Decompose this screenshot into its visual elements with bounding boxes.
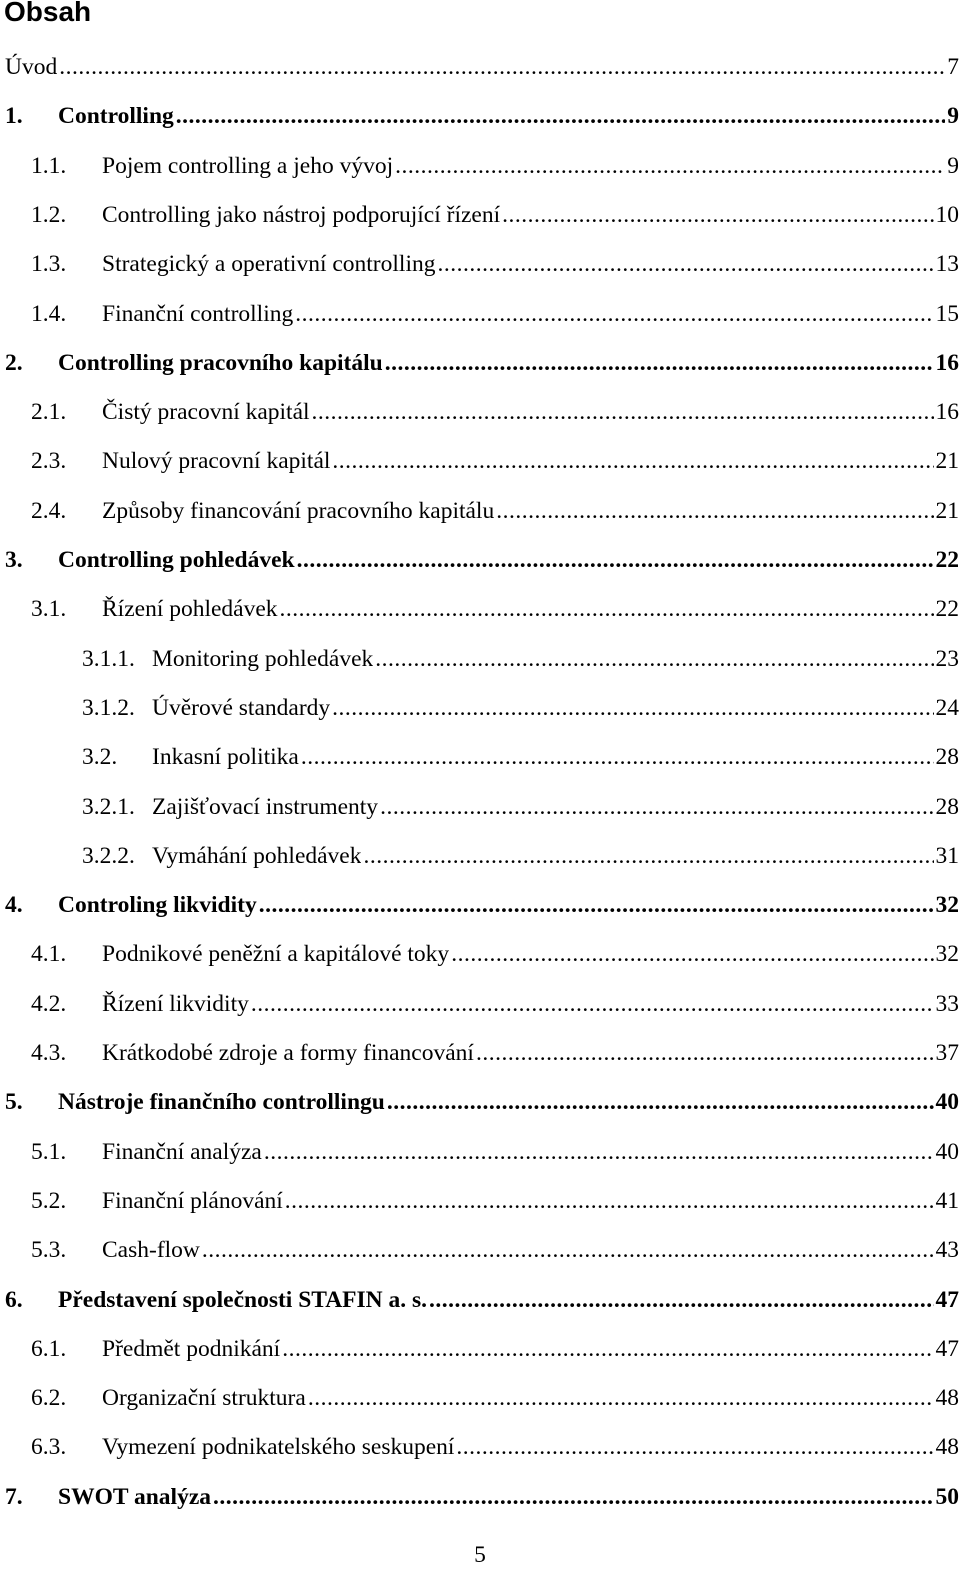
toc-entry[interactable]	[0, 890, 960, 920]
toc-entry[interactable]	[0, 841, 960, 871]
toc-entry-number: 3.1.2.	[82, 693, 152, 723]
toc-entry-page: 22	[936, 545, 960, 575]
toc-entry-page: 43	[936, 1235, 960, 1265]
toc-entry-title: Čistý pracovní kapitál	[102, 397, 310, 427]
toc-entry-page: 13	[936, 249, 960, 279]
toc-entry-page: 32	[936, 939, 960, 969]
toc-entry-page: 40	[936, 1137, 960, 1167]
toc-entry-page: 48	[936, 1432, 960, 1462]
toc-entry-page: 28	[936, 792, 960, 822]
toc-entry-number: 6.3.	[31, 1432, 102, 1462]
toc-entry-page: 16	[936, 397, 960, 427]
toc-entry[interactable]	[0, 989, 960, 1019]
toc-entry-number: 4.1.	[31, 939, 102, 969]
toc-entry-page: 47	[936, 1334, 960, 1364]
toc-entry[interactable]	[0, 397, 960, 427]
toc-dot-leader	[456, 1432, 933, 1462]
toc-dot-leader	[380, 792, 933, 822]
toc-entry-title: Cash-flow	[102, 1235, 200, 1265]
toc-entry-number: 4.2.	[31, 989, 102, 1019]
toc-entry-title: Krátkodobé zdroje a formy financování	[102, 1038, 474, 1068]
toc-dot-leader	[476, 1038, 934, 1068]
toc-entry[interactable]	[0, 1482, 960, 1512]
toc-dot-leader	[363, 841, 933, 871]
toc-entry-title: Finanční plánování	[102, 1186, 283, 1216]
toc-entry-title: Strategický a operativní controlling	[102, 249, 435, 279]
toc-entry[interactable]	[0, 348, 960, 378]
page-number: 5	[0, 1540, 960, 1570]
toc-entry-number: 6.1.	[31, 1334, 102, 1364]
toc-entry-page: 37	[936, 1038, 960, 1068]
toc-entry-page: 21	[936, 496, 960, 526]
toc-dot-leader	[429, 1285, 933, 1315]
toc-dot-leader	[437, 249, 933, 279]
toc-dot-leader	[295, 299, 933, 329]
toc-entry[interactable]	[0, 1334, 960, 1364]
toc-entry-title: Nástroje finančního controllingu	[58, 1087, 385, 1117]
toc-entry[interactable]	[0, 594, 960, 624]
toc-entry-number: 6.2.	[31, 1383, 102, 1413]
toc-entry-number: 3.2.	[82, 742, 152, 772]
toc-entry-title: Finanční analýza	[102, 1137, 262, 1167]
toc-entry[interactable]	[0, 939, 960, 969]
toc-entry-number: 1.1.	[31, 151, 102, 181]
toc-entry-title: Controlling jako nástroj podporující řízení	[102, 200, 500, 230]
toc-entry-title: Úvod	[5, 52, 57, 82]
toc-entry[interactable]	[0, 792, 960, 822]
toc-entry-number: 4.	[5, 890, 58, 920]
toc-entry[interactable]	[0, 496, 960, 526]
toc-entry-title: Způsoby financování pracovního kapitálu	[102, 496, 494, 526]
toc-entry-number: 1.4.	[31, 299, 102, 329]
toc-entry-number: 7.	[5, 1482, 58, 1512]
toc-entry-title: Pojem controlling a jeho vývoj	[102, 151, 393, 181]
toc-entry-number: 1.3.	[31, 249, 102, 279]
toc-entry[interactable]	[0, 1235, 960, 1265]
toc-entry-title: Zajišťovací instrumenty	[152, 792, 378, 822]
toc-entry[interactable]	[0, 1285, 960, 1315]
toc-entry[interactable]	[0, 52, 960, 82]
toc-dot-leader	[259, 890, 934, 920]
toc-entry-title: Inkasní politika	[152, 742, 299, 772]
toc-entry-page: 15	[936, 299, 960, 329]
toc-entry[interactable]	[0, 1432, 960, 1462]
toc-entry-title: Řízení pohledávek	[102, 594, 278, 624]
toc-entry-number: 3.1.	[31, 594, 102, 624]
toc-entry-title: Controlling	[58, 101, 174, 131]
toc-dot-leader	[176, 101, 945, 131]
toc-entry[interactable]	[0, 742, 960, 772]
toc-entry-page: 22	[936, 594, 960, 624]
toc-dot-leader	[387, 1087, 934, 1117]
toc-entry-title: Představení společnosti STAFIN a. s.	[58, 1285, 427, 1315]
toc-dot-leader	[301, 742, 934, 772]
page-heading: Obsah	[4, 0, 91, 32]
toc-entry-page: 33	[936, 989, 960, 1019]
toc-entry-number: 3.1.1.	[82, 644, 152, 674]
toc-entry-title: Předmět podnikání	[102, 1334, 280, 1364]
toc-entry-page: 32	[936, 890, 960, 920]
toc-entry[interactable]	[0, 1038, 960, 1068]
toc-entry-number: 2.	[5, 348, 58, 378]
toc-entry-page: 48	[936, 1383, 960, 1413]
toc-entry-title: Organizační struktura	[102, 1383, 306, 1413]
toc-dot-leader	[451, 939, 933, 969]
toc-entry-title: Nulový pracovní kapitál	[102, 446, 330, 476]
toc-entry-title: SWOT analýza	[58, 1482, 211, 1512]
toc-entry-number: 6.	[5, 1285, 58, 1315]
toc-entry-title: Podnikové peněžní a kapitálové toky	[102, 939, 449, 969]
toc-entry-title: Controlling pracovního kapitálu	[58, 348, 383, 378]
toc-entry-number: 1.2.	[31, 200, 102, 230]
toc-entry-title: Monitoring pohledávek	[152, 644, 373, 674]
toc-entry-title: Controling likvidity	[58, 890, 257, 920]
toc-entry-title: Řízení likvidity	[102, 989, 249, 1019]
toc-dot-leader	[375, 644, 933, 674]
toc-entry-number: 5.	[5, 1087, 58, 1117]
toc-dot-leader	[308, 1383, 934, 1413]
toc-dot-leader	[59, 52, 945, 82]
toc-entry-page: 9	[947, 101, 960, 131]
toc-dot-leader	[202, 1235, 934, 1265]
toc-dot-leader	[332, 446, 933, 476]
toc-entry[interactable]	[0, 299, 960, 329]
toc-dot-leader	[297, 545, 934, 575]
toc-entry-page: 40	[936, 1087, 960, 1117]
toc-dot-leader	[395, 151, 945, 181]
toc-dot-leader	[385, 348, 934, 378]
toc-entry-number: 1.	[5, 101, 58, 131]
toc-entry-number: 5.3.	[31, 1235, 102, 1265]
toc-entry-title: Vymezení podnikatelského seskupení	[102, 1432, 454, 1462]
toc-entry-page: 28	[936, 742, 960, 772]
toc-dot-leader	[285, 1186, 934, 1216]
toc-entry-page: 16	[936, 348, 960, 378]
toc-entry-page: 41	[936, 1186, 960, 1216]
toc-entry-page: 23	[936, 644, 960, 674]
toc-dot-leader	[332, 693, 933, 723]
toc-entry[interactable]	[0, 1087, 960, 1117]
toc-entry[interactable]	[0, 446, 960, 476]
toc-entry-title: Vymáhání pohledávek	[152, 841, 361, 871]
toc-dot-leader	[213, 1482, 933, 1512]
toc-dot-leader	[502, 200, 933, 230]
toc-entry-number: 4.3.	[31, 1038, 102, 1068]
toc-entry-number: 5.1.	[31, 1137, 102, 1167]
toc-entry[interactable]	[0, 1383, 960, 1413]
toc-entry[interactable]	[0, 693, 960, 723]
toc-entry[interactable]	[0, 151, 960, 181]
toc-entry-page: 10	[936, 200, 960, 230]
toc-entry[interactable]	[0, 200, 960, 230]
toc-dot-leader	[496, 496, 933, 526]
toc-entry-page: 7	[947, 52, 960, 82]
toc-dot-leader	[312, 397, 934, 427]
toc-entry[interactable]	[0, 1137, 960, 1167]
toc-entry-number: 2.4.	[31, 496, 102, 526]
toc-entry[interactable]	[0, 1186, 960, 1216]
toc-dot-leader	[280, 594, 934, 624]
toc-entry-number: 2.3.	[31, 446, 102, 476]
toc-entry-page: 24	[936, 693, 960, 723]
toc-entry[interactable]	[0, 249, 960, 279]
toc-entry-number: 5.2.	[31, 1186, 102, 1216]
toc-entry[interactable]	[0, 101, 960, 131]
toc-entry-page: 50	[936, 1482, 960, 1512]
toc-entry-number: 3.2.2.	[82, 841, 152, 871]
toc-entry[interactable]	[0, 644, 960, 674]
toc-entry-number: 3.	[5, 545, 58, 575]
toc-entry-page: 47	[936, 1285, 960, 1315]
toc-entry-number: 3.2.1.	[82, 792, 152, 822]
toc-entry-number: 2.1.	[31, 397, 102, 427]
toc-dot-leader	[282, 1334, 933, 1364]
toc-entry-title: Úvěrové standardy	[152, 693, 330, 723]
toc-dot-leader	[264, 1137, 934, 1167]
toc-entry-title: Controlling pohledávek	[58, 545, 295, 575]
toc-entry-page: 9	[947, 151, 960, 181]
toc-dot-leader	[251, 989, 934, 1019]
toc-entry-page: 31	[936, 841, 960, 871]
toc-entry-title: Finanční controlling	[102, 299, 293, 329]
toc-entry-page: 21	[936, 446, 960, 476]
toc-entry[interactable]	[0, 545, 960, 575]
